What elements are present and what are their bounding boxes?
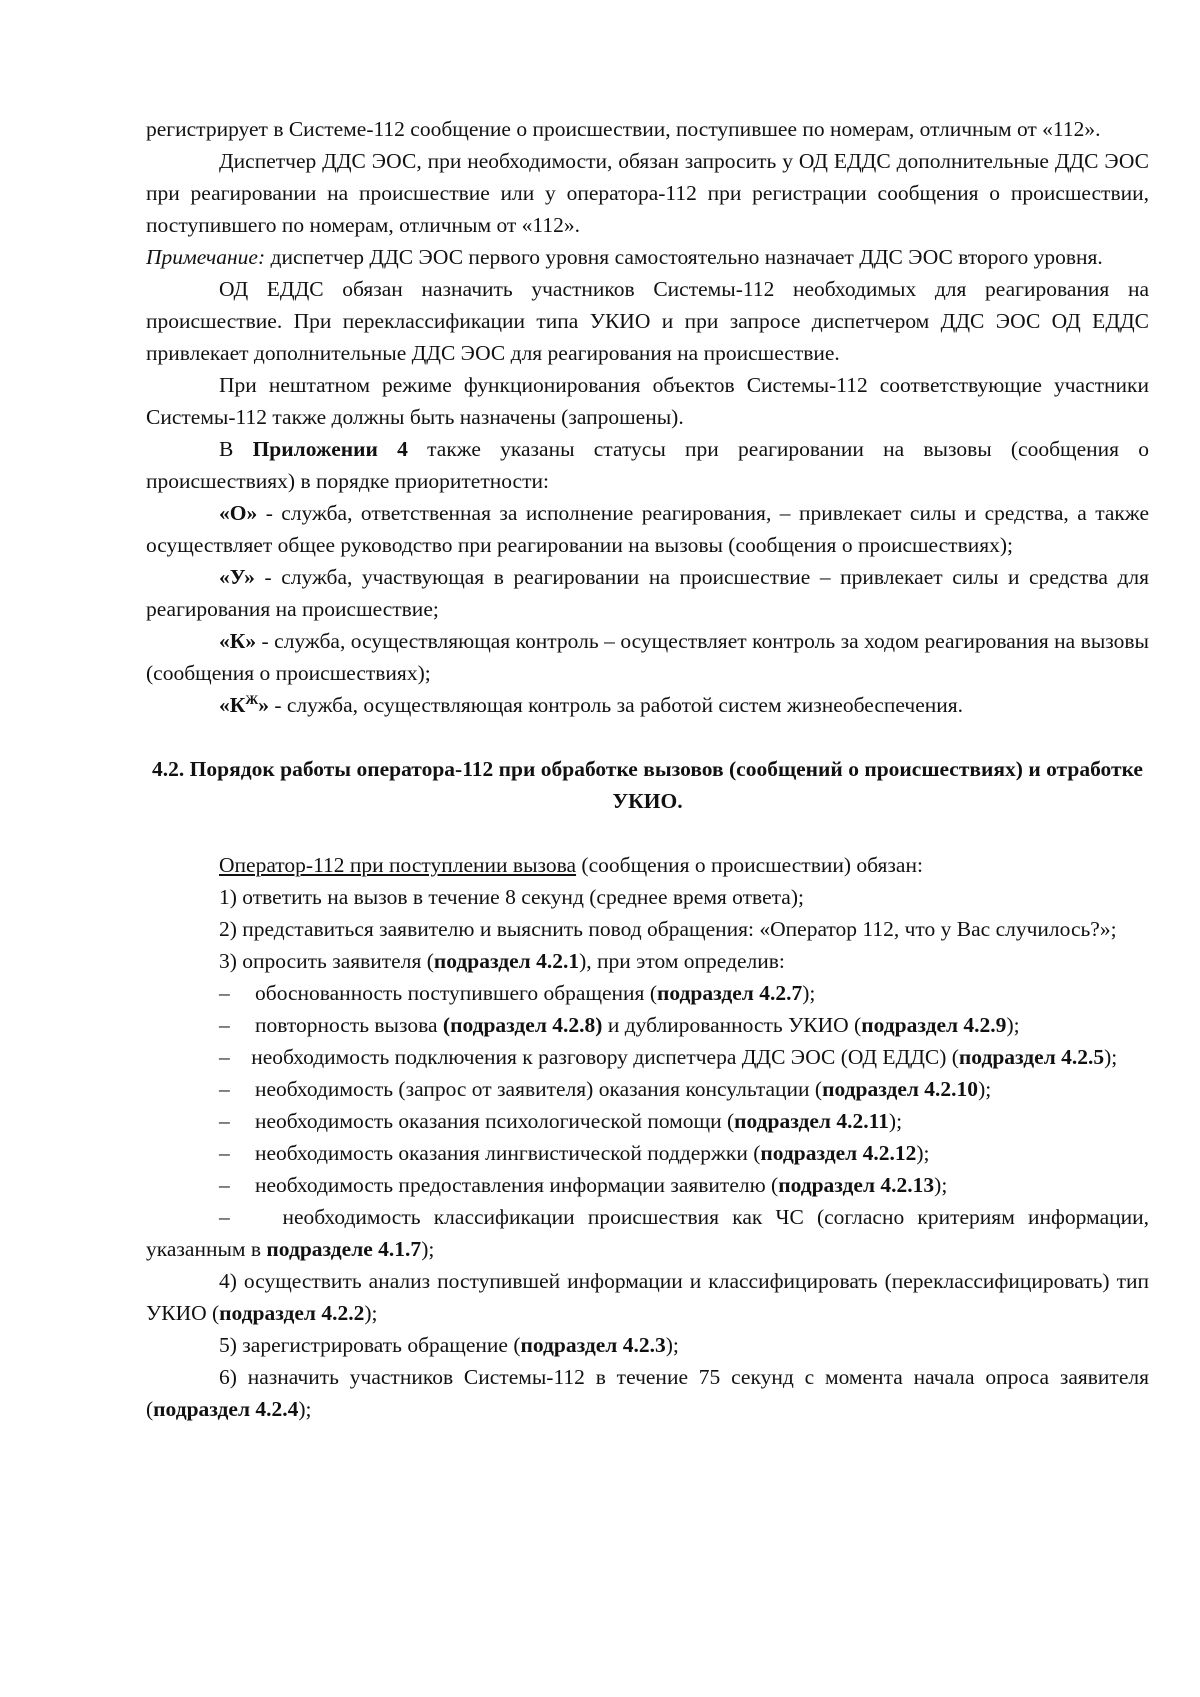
list-item-3: 3) опросить заявителя (подраздел 4.2.1), при этом определив: <box>219 949 785 973</box>
document-page <box>146 113 1149 1425</box>
list-item-2: 2) представиться заявителю и выяснить повод обращения: «Оператор 112, что у Вас случилось?»; <box>219 917 1117 941</box>
operator-intro-underlined: Оператор-112 при поступлении вызова <box>219 853 577 877</box>
list-item-4: 4) осуществить анализ поступившей информации и классифицировать (переклассифицировать) тип УКИО (подраздел 4.2.2); <box>146 1269 1149 1325</box>
dash-item-linguistic-support: – необходимость оказания лингвистической поддержки (подраздел 4.2.12); <box>219 1141 930 1165</box>
paragraph-registration: регистрирует в Системе-112 сообщение о происшествии, поступившее по номерам, отличным от «112». <box>146 117 1101 141</box>
list-item-5: 5) зарегистрировать обращение (подраздел 4.2.3); <box>219 1333 679 1357</box>
dash-item-emergency-classification: – необходимость классификации происшествия как ЧС (согласно критериям информации, указанным в подразделе 4.1.7); <box>146 1205 1149 1261</box>
list-item-1: 1) ответить на вызов в течение 8 секунд (среднее время ответа); <box>219 885 804 909</box>
dash-item-justification: – обоснованность поступившего обращения (подраздел 4.2.7); <box>219 981 816 1005</box>
note-label: Примечание: <box>146 245 266 269</box>
status-key: «О» <box>219 501 258 525</box>
paragraph-note <box>146 241 1149 273</box>
dash-item-dispatcher-connect: – необходимость подключения к разговору диспетчера ДДС ЭОС (ОД ЕДДС) (подраздел 4.2.5); <box>219 1045 1118 1069</box>
status-key: «$К^Ж$» <box>219 691 269 717</box>
status-key: «У» <box>219 565 255 589</box>
paragraph-od-edds: ОД ЕДДС обязан назначить участников Системы-112 необходимых для реагирования на происшествие. При переклассификации типа УКИО и при запросе диспетчером ДДС ЭОС ОД ЕДДС привлекает дополнительные ДДС ЭОС для реагирования на происшествие. <box>146 277 1149 365</box>
status-k: «К» - служба, осуществляющая контроль – осуществляет контроль за ходом реагирования на вызовы (сообщения о происшествиях); <box>146 629 1149 685</box>
note-text: диспетчер ДДС ЭОС первого уровня самостоятельно назначает ДДС ЭОС второго уровня. <box>265 245 1103 269</box>
dash-item-consultation: – необходимость (запрос от заявителя) оказания консультации (подраздел 4.2.10); <box>219 1077 992 1101</box>
paragraph-dispatcher-request: Диспетчер ДДС ЭОС, при необходимости, обязан запросить у ОД ЕДДС дополнительные ДДС ЭОС при реагировании на происшествие или у оператора-112 при регистрации сообщения о происшествии, поступившего по номерам, отличным от «112». <box>146 149 1149 237</box>
dash-item-information: – необходимость предоставления информации заявителю (подраздел 4.2.13); <box>219 1173 948 1197</box>
paragraph-abnormal-mode: При нештатном режиме функционирования объектов Системы-112 соответствующие участники Системы-112 также должны быть назначены (запрошены). <box>146 373 1149 429</box>
dash-item-psychological-help: – необходимость оказания психологической помощи (подраздел 4.2.11); <box>219 1109 903 1133</box>
appendix-reference: Приложении 4 <box>252 437 408 461</box>
dash-item-repeat-call: – повторность вызова (подраздел 4.2.8) и дублированность УКИО (подраздел 4.2.9); <box>219 1013 1020 1037</box>
status-o: «О» - служба, ответственная за исполнение реагирования, – привлекает силы и средства, а также осуществляет общее руководство при реагировании на вызовы (сообщения о происшествиях); <box>146 501 1149 557</box>
operator-intro: Оператор-112 при поступлении вызова (сообщения о происшествии) обязан: <box>219 853 923 877</box>
status-key: «К» <box>219 629 257 653</box>
status-kzh: «$К^Ж$» - служба, осуществляющая контроль за работой систем жизнеобеспечения. <box>219 691 964 717</box>
paragraph-appendix-statuses: В Приложении 4 также указаны статусы при реагировании на вызовы (сообщения о происшествиях) в порядке приоритетности: <box>146 437 1150 493</box>
status-u: «У» - служба, участвующая в реагировании на происшествие – привлекает силы и средства для реагирования на происшествие; <box>146 565 1149 621</box>
section-heading: 4.2. Порядок работы оператора-112 при обработке вызовов (сообщений о происшествиях) и отработке УКИО. <box>152 757 1143 813</box>
list-item-6: 6) назначить участников Системы-112 в течение 75 секунд с момента начала опроса заявителя (подраздел 4.2.4); <box>146 1365 1149 1421</box>
